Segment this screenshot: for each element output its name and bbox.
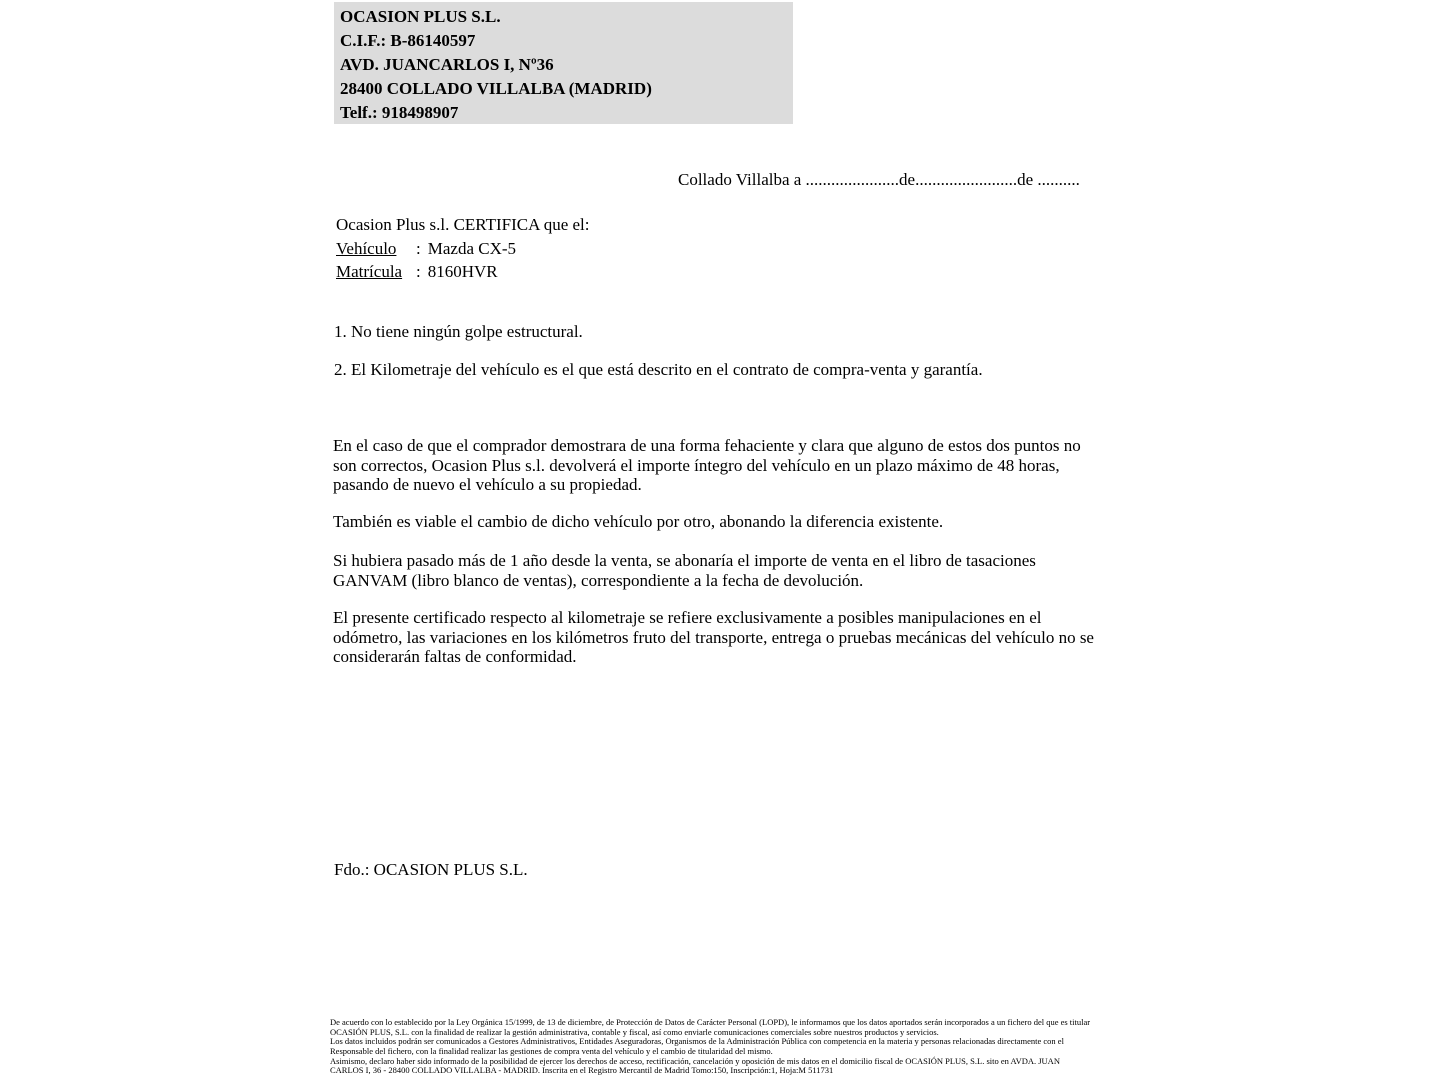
- certify-intro: Ocasion Plus s.l. CERTIFICA que el:: [336, 215, 590, 234]
- vehicle-value: Mazda CX-5: [427, 238, 517, 258]
- plate-value: 8160HVR: [427, 262, 498, 281]
- signature-line: Fdo.: OCASION PLUS S.L.: [334, 860, 528, 879]
- vehicle-row: [336, 237, 590, 261]
- paragraph-odometer-scope: El presente certificado respecto al kilometraje se refiere exclusivamente a posibles manipulaciones en el odómetro, las variaciones en los kilómetros fruto del transporte, entrega o pruebas mecánicas del vehículo no se considerarán faltas de conformidad.: [333, 608, 1094, 666]
- fine-print-line: Los datos incluidos podrán ser comunicados a Gestores Administrativos, Entidades Aseguradoras, Organismos de la Administración Pública con competencia en la materia y personas relacionadas directamente con el: [330, 1036, 1064, 1047]
- company-name: OCASION PLUS S.L.: [340, 7, 501, 26]
- vehicle-label: Vehículo: [336, 238, 397, 258]
- point-no-structural-damage: 1. No tiene ningún golpe estructural.: [334, 322, 583, 341]
- paragraph-refund-policy: En el caso de que el comprador demostrara de una forma fehaciente y clara que alguno de estos dos puntos no son correctos, Ocasion Plus s.l. devolverá el importe íntegro del vehículo en un plazo máximo de 48 horas, pasando de nuevo el vehículo a su propiedad.: [333, 436, 1081, 494]
- fine-print-line: CARLOS I, 36 - 28400 COLLADO VILLALBA - MADRID. Inscrita en el Registro Mercantil de Madrid Tomo:150, Inscripción:1, Hoja:M 511731: [330, 1065, 834, 1076]
- company-city: 28400 COLLADO VILLALBA (MADRID): [340, 79, 652, 98]
- paragraph-ganvam-valuation: Si hubiera pasado más de 1 año desde la venta, se abonaría el importe de venta en el libro de tasaciones GANVAM (libro blanco de ventas), correspondiente a la fecha de devolución.: [333, 551, 1036, 590]
- company-phone: Telf.: 918498907: [340, 103, 459, 122]
- plate-label: Matrícula: [336, 262, 403, 281]
- legal-fine-print: [330, 1018, 1090, 1076]
- company-cif: C.I.F.: B-86140597: [340, 31, 476, 50]
- fine-print-line: De acuerdo con lo establecido por la Ley Orgánica 15/1999, de 13 de diciembre, de Protección de Datos de Carácter Personal (LOPD), le informamos que los datos aportados serán incorporados a un fichero del que es titular: [330, 1017, 1091, 1027]
- plate-separator: :: [416, 262, 421, 281]
- plate-row: [336, 260, 590, 284]
- vehicle-separator: :: [416, 238, 421, 258]
- company-header-block: [334, 2, 793, 124]
- certification-block: [336, 213, 590, 284]
- fine-print-line: OCASIÓN PLUS, S.L. con la finalidad de realizar la gestión administrativa, contable y fiscal, así como enviarle comunicaciones comerciales sobre nuestros productos y servicios.: [330, 1026, 939, 1037]
- point-mileage: 2. El Kilometraje del vehículo es el que está descrito en el contrato de compra-venta y garantía.: [334, 360, 983, 379]
- company-address: AVD. JUANCARLOS I, Nº36: [340, 55, 554, 74]
- paragraph-exchange-option: También es viable el cambio de dicho vehículo por otro, abonando la diferencia existente.: [333, 512, 944, 531]
- fine-print-line: Asimismo, declaro haber sido informado de la posibilidad de ejercer los derechos de acceso, rectificación, cancelación y oposición de mis datos en el domicilio fiscal de OCASIÓN PLUS, S.L. sito en AVDA. JUAN: [330, 1055, 1060, 1066]
- date-line: Collado Villalba a ......................de........................de ..........: [678, 170, 1080, 189]
- fine-print-line: Responsable del fichero, con la finalidad realizar las gestiones de compra venta del vehículo y el cambio de titularidad del mismo.: [330, 1045, 773, 1056]
